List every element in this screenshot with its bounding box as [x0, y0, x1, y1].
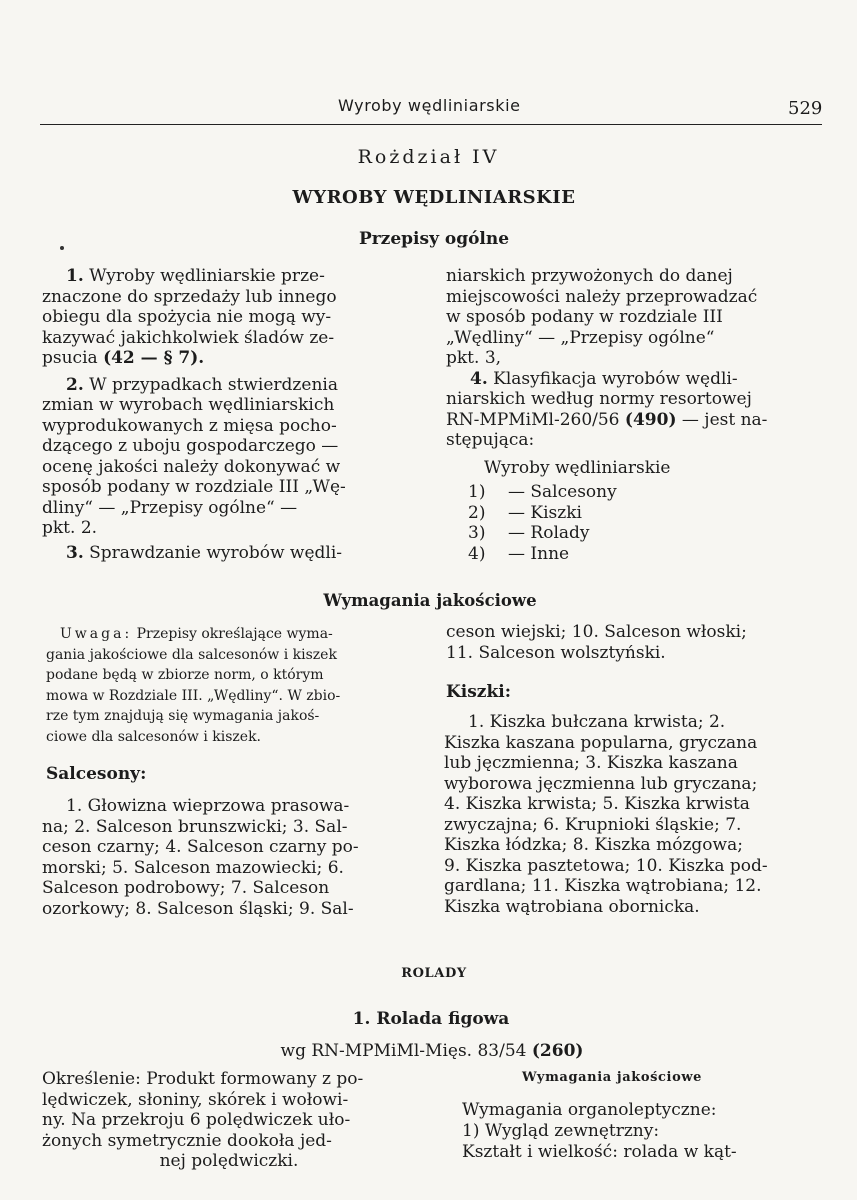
note-line: podane będą w zbiorze norm, o którym: [46, 667, 324, 683]
rolada-norm-reference: (260): [531, 1041, 584, 1061]
paragraph-1-line: psucia: [42, 348, 98, 368]
paragraph-2-number: 2.: [66, 374, 84, 395]
note-line: gania jakościowe dla salcesonów i kiszek: [46, 646, 337, 663]
salcesony-line: ceson czarny; 4. Salceson czarny po-: [42, 837, 359, 857]
classification-list-heading: Wyroby wędliniarskie: [484, 457, 671, 478]
note-block: [46, 624, 418, 747]
list-item-number: 1): [468, 482, 486, 502]
list-item: [468, 523, 818, 544]
list-item: [468, 482, 818, 503]
paragraph-2-line: ocenę jakości należy dokonywać w: [42, 456, 341, 477]
classification-list: [446, 482, 818, 564]
salcesony-line: ozorkowy; 8. Salceson śląski; 9. Sal-: [42, 898, 354, 919]
kiszki-line: 9. Kiszka pasztetowa; 10. Kiszka pod-: [444, 855, 768, 876]
kiszki-heading: Kiszki:: [446, 682, 511, 702]
salcesony-line: Salceson podrobowy; 7. Salceson: [42, 878, 330, 898]
salcesony-line: na; 2. Salceson brunszwicki; 3. Sal-: [42, 816, 348, 837]
paragraph-3-continuation: niarskich przywożonych do danej: [446, 266, 733, 286]
note-line: Przepisy określające wyma-: [136, 626, 333, 642]
paragraph-2-line: pkt. 2.: [42, 518, 98, 538]
kiszki-list: [444, 712, 812, 917]
paragraph-1-last-line: [42, 348, 418, 369]
note-line: mowa w Rozdziale III. „Wędliny“. W zbio-: [46, 687, 341, 704]
paragraph-3-continuation: „Wędliny“ — „Przepisy ogólne“: [446, 327, 715, 348]
paragraph-2-line: wyprodukowanych z mięsa pocho-: [42, 415, 337, 436]
note-first-line: [46, 624, 418, 645]
paragraph-1-line: Wyroby wędliniarskie prze-: [89, 266, 325, 286]
paragraph-4-reference: (490): [624, 409, 677, 430]
definition-line: żonych symetrycznie dookoła jed-: [42, 1130, 332, 1151]
left-column-general: [42, 266, 418, 563]
salcesony-line: 1. Głowizna wieprzowa prasowa-: [66, 796, 350, 816]
rolada-title: 1. Rolada figowa: [352, 1009, 510, 1029]
list-item-number: 2): [468, 502, 486, 523]
paragraph-3-continuation: miejscowości należy przeprowadzać: [446, 286, 758, 307]
paragraph-1-line: kazywać jakichkolwiek śladów ze-: [42, 327, 335, 348]
definition-line: lędwiczek, słoniny, skórek i wołowi-: [42, 1089, 349, 1110]
paragraph-4-number: 4.: [470, 368, 488, 389]
paragraph-1-number: 1.: [66, 266, 84, 286]
kiszki-line: Kiszka łódzka; 8. Kiszka mózgowa;: [444, 835, 743, 855]
running-title: Wyroby wędliniarskie: [338, 96, 521, 115]
rolada-norm: [0, 1041, 857, 1061]
rolada-definition: [42, 1069, 416, 1172]
list-item-number: 4): [468, 543, 486, 564]
kiszki-line: lub jęczmienna; 3. Kiszka kaszana: [444, 753, 738, 773]
paragraph-3: [42, 543, 418, 564]
right-column-general: [446, 266, 818, 564]
rolada-requirements: [462, 1100, 814, 1163]
paragraph-3-continuation: w sposób podany w rozdziale III: [446, 307, 723, 327]
header-rule: [40, 124, 822, 125]
definition-line: ny. Na przekroju 6 polędwiczek uło-: [42, 1110, 351, 1130]
note-line: ciowe dla salcesonów i kiszek.: [46, 728, 261, 745]
running-header: [0, 96, 857, 122]
list-item-number: 3): [468, 523, 486, 543]
paragraph-2-line: W przypadkach stwierdzenia: [89, 374, 338, 395]
paragraph-4-line: RN-MPMiMl-260/56: [446, 409, 620, 430]
salcesony-list: [42, 796, 418, 919]
definition-line: nej polędwiczki.: [159, 1151, 299, 1171]
salcesony-line: 11. Salceson wolsztyński.: [446, 642, 666, 663]
paragraph-1-reference: (42 — § 7).: [103, 348, 205, 368]
requirement-line: Kształt i wielkość: rolada w kąt-: [462, 1142, 737, 1162]
paragraph-1-line: obiegu dla spożycia nie mogą wy-: [42, 307, 332, 327]
paragraph-4: [446, 369, 818, 390]
paragraph-3-line: Sprawdzanie wyrobów wędli-: [89, 542, 343, 563]
rolada-norm-number: wg RN-MPMiMl-Mięs. 83/54: [280, 1041, 527, 1061]
definition-line: Określenie: Produkt formowany z po-: [42, 1069, 364, 1089]
paragraph-3-continuation: pkt. 3,: [446, 348, 502, 368]
list-item: [468, 544, 818, 565]
kiszki-line: wyborowa jęczmienna lub gryczana;: [444, 773, 758, 794]
rolada-requirements-title: Wymagania jakościowe: [522, 1070, 703, 1085]
paragraph-2-line: sposób podany w rozdziale III „Wę-: [42, 477, 346, 497]
kiszki-line: 4. Kiszka krwista; 5. Kiszka krwista: [444, 794, 750, 814]
requirement-line: 1) Wygląd zewnętrzny:: [462, 1121, 660, 1141]
kiszki-line: zwyczajna; 6. Krupnioki śląskie; 7.: [444, 814, 742, 835]
kiszki-line: gardlana; 11. Kiszka wątrobiana; 12.: [444, 876, 762, 896]
chapter-label: Rożdział IV: [357, 146, 500, 168]
list-item-text: — Kiszki: [508, 502, 582, 523]
paragraph-4-line: Klasyfikacja wyrobów wędli-: [493, 368, 738, 389]
section-title-quality: Wymagania jakościowe: [323, 591, 537, 610]
requirement-line: Wymagania organoleptyczne:: [462, 1100, 717, 1120]
salcesony-continuation: [446, 622, 814, 663]
list-item: [468, 503, 818, 524]
list-item-text: — Rolady: [508, 523, 590, 543]
note-line: rze tym znajdują się wymagania jakoś-: [46, 708, 320, 724]
salcesony-heading: Salcesony:: [46, 764, 147, 784]
paragraph-2-line: zmian w wyrobach wędliniarskich: [42, 395, 335, 415]
paragraph-2-line: dliny“ — „Przepisy ogólne“ —: [42, 497, 298, 518]
salcesony-line: morski; 5. Salceson mazowiecki; 6.: [42, 857, 344, 878]
paragraph-2: [42, 375, 418, 396]
paragraph-4-line: niarskich według normy resortowej: [446, 389, 752, 409]
kiszki-line: Kiszka kaszana popularna, gryczana: [444, 732, 758, 753]
page-number: 529: [788, 98, 823, 119]
paragraph-1: [42, 266, 418, 287]
paragraph-4-line: stępująca:: [446, 430, 535, 450]
paragraph-3-number: 3.: [66, 542, 84, 563]
section-title-general: Przepisy ogólne: [358, 229, 510, 249]
paragraph-1-line: znaczone do sprzedaży lub innego: [42, 286, 337, 307]
list-item-text: — Inne: [508, 543, 570, 564]
chapter-title: WYROBY WĘDLINIARSKIE: [292, 187, 576, 208]
rolady-heading: ROLADY: [401, 966, 467, 981]
note-label: Uwaga:: [60, 626, 133, 642]
kiszki-line: 1. Kiszka bułczana krwista; 2.: [468, 712, 726, 732]
paragraph-4-line-ref: [446, 410, 818, 431]
paragraph-2-line: dzącego z uboju gospodarczego —: [42, 436, 339, 456]
salcesony-line: ceson wiejski; 10. Salceson włoski;: [446, 622, 747, 642]
kiszki-line: Kiszka wątrobiana obornicka.: [444, 896, 700, 917]
paragraph-4-line: — jest na-: [681, 409, 768, 430]
list-item-text: — Salcesony: [508, 482, 617, 502]
